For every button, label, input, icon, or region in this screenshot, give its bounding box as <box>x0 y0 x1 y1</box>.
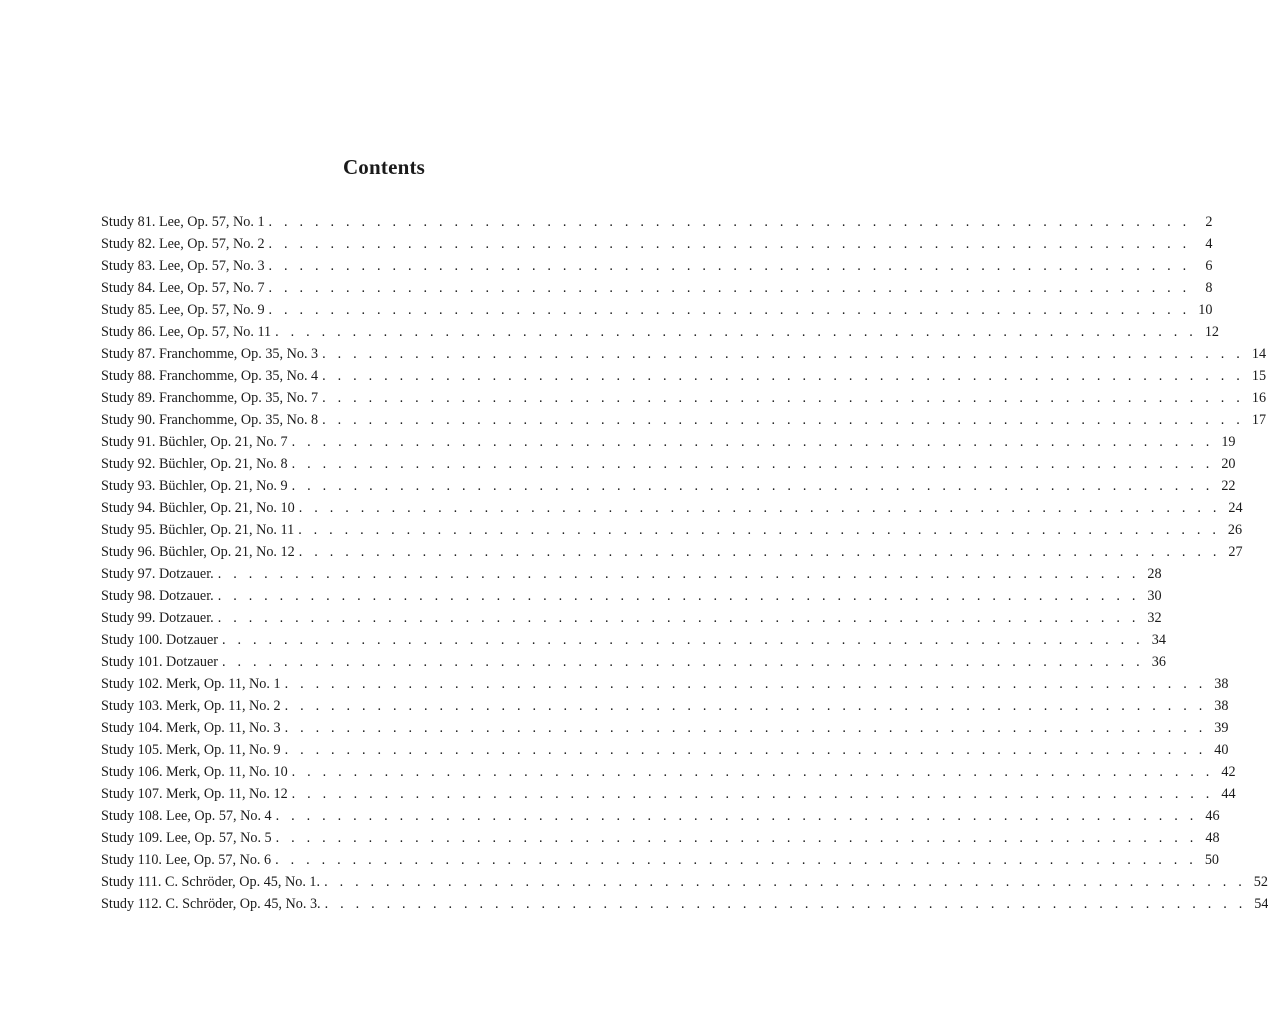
toc-entry-page-number: 12 <box>1204 324 1219 340</box>
dot-leader: . . . . . . . . . . . . . . . . . . . . . . . . . . . . . . . . . . . . . . . . . . . . . . . . . . . . . . . . . . . . <box>298 522 1221 538</box>
toc-entry <box>101 211 1213 233</box>
toc-entry-page-number: 4 <box>1205 236 1213 252</box>
toc-entry <box>101 299 1213 321</box>
toc-entry-title: Study 111. C. Schröder, Op. 45, No. 1. <box>101 874 321 890</box>
toc-entry-page-number: 26 <box>1227 522 1243 538</box>
toc-entry-title: Study 107. Merk, Op. 11, No. 12 <box>101 786 288 802</box>
toc-entry <box>101 277 1213 299</box>
toc-entry-page-number: 17 <box>1251 412 1267 428</box>
dot-leader: . . . . . . . . . . . . . . . . . . . . . . . . . . . . . . . . . . . . . . . . . . . . . . . . . . . . . . . . . . . . <box>298 544 1221 560</box>
toc-entry <box>101 783 1236 805</box>
toc-entry <box>101 761 1236 783</box>
toc-entry-title: Study 93. Büchler, Op. 21, No. 9 <box>101 478 288 494</box>
toc-entry <box>101 871 1268 893</box>
toc-entry-title: Study 97. Dotzauer. <box>101 566 214 582</box>
toc-entry <box>101 695 1229 717</box>
dot-leader: . . . . . . . . . . . . . . . . . . . . . . . . . . . . . . . . . . . . . . . . . . . . . . . . . . . . . . . . . . . . <box>222 654 1144 670</box>
toc-entry-title: Study 88. Franchomme, Op. 35, No. 4 <box>101 368 319 384</box>
dot-leader: . . . . . . . . . . . . . . . . . . . . . . . . . . . . . . . . . . . . . . . . . . . . . . . . . . . . . . . . . . . . <box>275 852 1197 868</box>
toc-entry-title: Study 86. Lee, Op. 57, No. 11 <box>101 324 272 340</box>
page-title: Contents <box>342 155 426 180</box>
toc-entry-page-number: 22 <box>1221 478 1236 494</box>
toc-entry-page-number: 46 <box>1205 808 1220 824</box>
toc-entry <box>101 629 1166 651</box>
toc-entry-page-number: 38 <box>1214 698 1229 714</box>
table-of-contents <box>101 211 1268 915</box>
toc-entry-page-number: 30 <box>1147 588 1162 604</box>
toc-entry <box>101 893 1268 915</box>
dot-leader: . . . . . . . . . . . . . . . . . . . . . . . . . . . . . . . . . . . . . . . . . . . . . . . . . . . . . . . . . . . . <box>322 346 1245 362</box>
toc-entry-page-number: 24 <box>1228 500 1243 516</box>
toc-entry-page-number: 44 <box>1221 786 1236 802</box>
toc-entry <box>101 739 1229 761</box>
toc-entry-title: Study 85. Lee, Op. 57, No. 9 <box>101 302 265 318</box>
dot-leader: . . . . . . . . . . . . . . . . . . . . . . . . . . . . . . . . . . . . . . . . . . . . . . . . . . . . . . . . . . . . <box>268 236 1191 252</box>
dot-leader: . . . . . . . . . . . . . . . . . . . . . . . . . . . . . . . . . . . . . . . . . . . . . . . . . . . . . . . . . . . . <box>324 896 1247 912</box>
toc-entry-page-number: 34 <box>1151 632 1166 648</box>
toc-entry-title: Study 83. Lee, Op. 57, No. 3 <box>101 258 265 274</box>
dot-leader: . . . . . . . . . . . . . . . . . . . . . . . . . . . . . . . . . . . . . . . . . . . . . . . . . . . . . . . . . . . . <box>322 390 1245 406</box>
dot-leader: . . . . . . . . . . . . . . . . . . . . . . . . . . . . . . . . . . . . . . . . . . . . . . . . . . . . . . . . . . . . <box>217 566 1140 582</box>
toc-entry-title: Study 108. Lee, Op. 57, No. 4 <box>101 808 272 824</box>
toc-entry-title: Study 91. Büchler, Op. 21, No. 7 <box>101 434 288 450</box>
toc-entry <box>101 849 1219 871</box>
toc-entry-page-number: 40 <box>1214 742 1229 758</box>
toc-entry-page-number: 19 <box>1221 434 1236 450</box>
dot-leader: . . . . . . . . . . . . . . . . . . . . . . . . . . . . . . . . . . . . . . . . . . . . . . . . . . . . . . . . . . . . <box>291 478 1214 494</box>
toc-entry-title: Study 103. Merk, Op. 11, No. 2 <box>101 698 281 714</box>
toc-entry-title: Study 102. Merk, Op. 11, No. 1 <box>101 676 281 692</box>
toc-entry-title: Study 81. Lee, Op. 57, No. 1 <box>101 214 265 230</box>
toc-entry-page-number: 48 <box>1205 830 1220 846</box>
toc-entry-title: Study 94. Büchler, Op. 21, No. 10 <box>101 500 295 516</box>
dot-leader: . . . . . . . . . . . . . . . . . . . . . . . . . . . . . . . . . . . . . . . . . . . . . . . . . . . . . . . . . . . . <box>284 698 1207 714</box>
toc-entry <box>101 431 1236 453</box>
dot-leader: . . . . . . . . . . . . . . . . . . . . . . . . . . . . . . . . . . . . . . . . . . . . . . . . . . . . . . . . . . . . <box>284 676 1207 692</box>
toc-entry-title: Study 110. Lee, Op. 57, No. 6 <box>101 852 272 868</box>
toc-entry <box>101 321 1219 343</box>
dot-leader: . . . . . . . . . . . . . . . . . . . . . . . . . . . . . . . . . . . . . . . . . . . . . . . . . . . . . . . . . . . . <box>291 786 1214 802</box>
toc-entry <box>101 409 1267 431</box>
toc-entry-title: Study 95. Büchler, Op. 21, No. 11 <box>101 522 295 538</box>
toc-entry-page-number: 36 <box>1151 654 1166 670</box>
dot-leader: . . . . . . . . . . . . . . . . . . . . . . . . . . . . . . . . . . . . . . . . . . . . . . . . . . . . . . . . . . . . <box>291 456 1214 472</box>
toc-entry-title: Study 101. Dotzauer <box>101 654 219 670</box>
toc-entry-title: Study 96. Büchler, Op. 21, No. 12 <box>101 544 295 560</box>
toc-entry <box>101 651 1166 673</box>
toc-entry-page-number: 27 <box>1228 544 1243 560</box>
toc-entry <box>101 541 1243 563</box>
toc-entry-page-number: 38 <box>1214 676 1229 692</box>
toc-entry-page-number: 54 <box>1254 896 1268 912</box>
dot-leader: . . . . . . . . . . . . . . . . . . . . . . . . . . . . . . . . . . . . . . . . . . . . . . . . . . . . . . . . . . . . <box>275 808 1198 824</box>
dot-leader: . . . . . . . . . . . . . . . . . . . . . . . . . . . . . . . . . . . . . . . . . . . . . . . . . . . . . . . . . . . . <box>322 412 1245 428</box>
dot-leader: . . . . . . . . . . . . . . . . . . . . . . . . . . . . . . . . . . . . . . . . . . . . . . . . . . . . . . . . . . . . <box>284 742 1207 758</box>
toc-entry-title: Study 98. Dotzauer. <box>101 588 214 604</box>
toc-entry-title: Study 104. Merk, Op. 11, No. 3 <box>101 720 281 736</box>
toc-entry-page-number: 50 <box>1204 852 1219 868</box>
toc-entry-title: Study 87. Franchomme, Op. 35, No. 3 <box>101 346 319 362</box>
dot-leader: . . . . . . . . . . . . . . . . . . . . . . . . . . . . . . . . . . . . . . . . . . . . . . . . . . . . . . . . . . . . <box>217 588 1140 604</box>
toc-entry-title: Study 100. Dotzauer <box>101 632 219 648</box>
toc-entry <box>101 233 1213 255</box>
toc-entry-page-number: 6 <box>1205 258 1213 274</box>
toc-entry-page-number: 8 <box>1205 280 1213 296</box>
toc-entry-page-number: 28 <box>1147 566 1162 582</box>
dot-leader: . . . . . . . . . . . . . . . . . . . . . . . . . . . . . . . . . . . . . . . . . . . . . . . . . . . . . . . . . . . . <box>322 368 1245 384</box>
toc-entry <box>101 607 1162 629</box>
toc-entry-page-number: 20 <box>1221 456 1236 472</box>
toc-entry <box>101 343 1267 365</box>
toc-entry-title: Study 92. Büchler, Op. 21, No. 8 <box>101 456 288 472</box>
toc-entry-page-number: 52 <box>1253 874 1268 890</box>
dot-leader: . . . . . . . . . . . . . . . . . . . . . . . . . . . . . . . . . . . . . . . . . . . . . . . . . . . . . . . . . . . . <box>284 720 1207 736</box>
toc-entry <box>101 717 1229 739</box>
toc-entry <box>101 497 1243 519</box>
dot-leader: . . . . . . . . . . . . . . . . . . . . . . . . . . . . . . . . . . . . . . . . . . . . . . . . . . . . . . . . . . . . <box>217 610 1140 626</box>
toc-entry <box>101 563 1162 585</box>
toc-entry <box>101 387 1267 409</box>
dot-leader: . . . . . . . . . . . . . . . . . . . . . . . . . . . . . . . . . . . . . . . . . . . . . . . . . . . . . . . . . . . . <box>268 280 1191 296</box>
dot-leader: . . . . . . . . . . . . . . . . . . . . . . . . . . . . . . . . . . . . . . . . . . . . . . . . . . . . . . . . . . . . <box>291 764 1214 780</box>
dot-leader: . . . . . . . . . . . . . . . . . . . . . . . . . . . . . . . . . . . . . . . . . . . . . . . . . . . . . . . . . . . . <box>275 324 1197 340</box>
toc-entry-title: Study 90. Franchomme, Op. 35, No. 8 <box>101 412 319 428</box>
toc-entry-title: Study 106. Merk, Op. 11, No. 10 <box>101 764 288 780</box>
toc-entry <box>101 673 1229 695</box>
toc-entry-page-number: 14 <box>1251 346 1267 362</box>
toc-entry-page-number: 15 <box>1251 368 1267 384</box>
dot-leader: . . . . . . . . . . . . . . . . . . . . . . . . . . . . . . . . . . . . . . . . . . . . . . . . . . . . . . . . . . . . <box>298 500 1221 516</box>
toc-entry-title: Study 84. Lee, Op. 57, No. 7 <box>101 280 265 296</box>
toc-entry-title: Study 99. Dotzauer. <box>101 610 214 626</box>
dot-leader: . . . . . . . . . . . . . . . . . . . . . . . . . . . . . . . . . . . . . . . . . . . . . . . . . . . . . . . . . . . . <box>324 874 1246 890</box>
dot-leader: . . . . . . . . . . . . . . . . . . . . . . . . . . . . . . . . . . . . . . . . . . . . . . . . . . . . . . . . . . . . <box>268 302 1191 318</box>
toc-entry-page-number: 2 <box>1205 214 1213 230</box>
toc-entry <box>101 255 1213 277</box>
toc-entry-page-number: 42 <box>1221 764 1236 780</box>
toc-entry-page-number: 16 <box>1251 390 1267 406</box>
dot-leader: . . . . . . . . . . . . . . . . . . . . . . . . . . . . . . . . . . . . . . . . . . . . . . . . . . . . . . . . . . . . <box>222 632 1144 648</box>
toc-entry-page-number: 10 <box>1198 302 1213 318</box>
dot-leader: . . . . . . . . . . . . . . . . . . . . . . . . . . . . . . . . . . . . . . . . . . . . . . . . . . . . . . . . . . . . <box>275 830 1198 846</box>
toc-entry-page-number: 39 <box>1214 720 1229 736</box>
dot-leader: . . . . . . . . . . . . . . . . . . . . . . . . . . . . . . . . . . . . . . . . . . . . . . . . . . . . . . . . . . . . <box>291 434 1214 450</box>
toc-entry <box>101 365 1267 387</box>
toc-entry-page-number: 32 <box>1147 610 1162 626</box>
toc-entry-title: Study 109. Lee, Op. 57, No. 5 <box>101 830 272 846</box>
toc-entry <box>101 805 1220 827</box>
toc-entry-title: Study 105. Merk, Op. 11, No. 9 <box>101 742 281 758</box>
toc-entry <box>101 585 1162 607</box>
toc-entry <box>101 475 1236 497</box>
dot-leader: . . . . . . . . . . . . . . . . . . . . . . . . . . . . . . . . . . . . . . . . . . . . . . . . . . . . . . . . . . . . <box>268 258 1191 274</box>
dot-leader: . . . . . . . . . . . . . . . . . . . . . . . . . . . . . . . . . . . . . . . . . . . . . . . . . . . . . . . . . . . . <box>268 214 1191 230</box>
toc-entry-title: Study 89. Franchomme, Op. 35, No. 7 <box>101 390 319 406</box>
toc-entry <box>101 519 1243 541</box>
toc-entry-title: Study 112. C. Schröder, Op. 45, No. 3. <box>101 896 321 912</box>
toc-entry-title: Study 82. Lee, Op. 57, No. 2 <box>101 236 265 252</box>
toc-entry <box>101 453 1236 475</box>
toc-entry <box>101 827 1220 849</box>
